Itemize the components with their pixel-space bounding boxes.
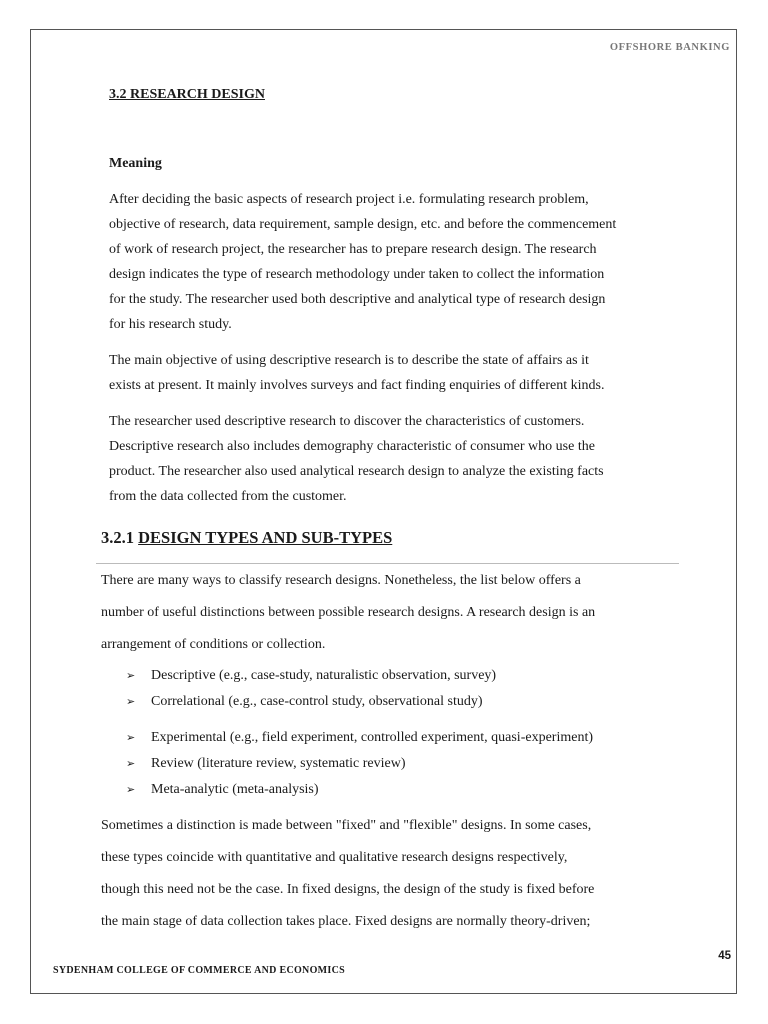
text-line: product. The researcher also used analytical research design to analyze the existing facts <box>109 464 604 479</box>
text-line: though this need not be the case. In fixed designs, the design of the study is fixed before <box>101 882 595 897</box>
text-line: of work of research project, the researcher has to prepare research design. The research <box>109 242 597 257</box>
arrow-bullet-icon: ➢ <box>126 783 136 796</box>
paragraph-intro <box>101 565 691 661</box>
running-header: OFFSHORE BANKING <box>609 42 730 53</box>
paragraph-descriptive-usage <box>109 409 689 509</box>
text-line: these types coincide with quantitative and qualitative research designs respectively, <box>101 850 568 865</box>
list-item-text: Review (literature review, systematic review) <box>151 756 406 771</box>
text-line: Sometimes a distinction is made between "fixed" and "flexible" designs. In some cases, <box>101 818 592 833</box>
text-line: from the data collected from the customer. <box>109 489 347 504</box>
text-line: The researcher used descriptive research to discover the characteristics of customers. <box>109 414 585 429</box>
list-item <box>126 668 496 684</box>
text-line: exists at present. It mainly involves surveys and fact finding enquiries of different kinds. <box>109 378 605 393</box>
page-number: 45 <box>718 950 731 962</box>
arrow-bullet-icon: ➢ <box>126 731 136 744</box>
arrow-bullet-icon: ➢ <box>126 695 136 708</box>
paragraph-descriptive-objective <box>109 348 689 398</box>
footer-institution: SYDENHAM COLLEGE OF COMMERCE AND ECONOMICS <box>53 965 345 976</box>
list-item <box>126 730 593 746</box>
meaning-heading: Meaning <box>109 156 162 171</box>
text-line: number of useful distinctions between possible research designs. A research design is an <box>101 605 596 620</box>
text-line: There are many ways to classify research designs. Nonetheless, the list below offers a <box>101 573 581 588</box>
text-line: The main objective of using descriptive research is to describe the state of affairs as it <box>109 353 589 368</box>
list-item <box>126 756 405 772</box>
subsection-title: DESIGN TYPES AND SUB-TYPES <box>138 528 393 547</box>
text-line: arrangement of conditions or collection. <box>101 637 326 652</box>
list-item-text: Experimental (e.g., field experiment, controlled experiment, quasi-experiment) <box>151 730 593 745</box>
text-line: After deciding the basic aspects of research project i.e. formulating research problem, <box>109 192 589 207</box>
subsection-number: 3.2.1 <box>101 528 134 547</box>
arrow-bullet-icon: ➢ <box>126 669 136 682</box>
list-item <box>126 694 483 710</box>
paragraph-meaning <box>109 187 689 337</box>
text-line: design indicates the type of research methodology under taken to collect the information <box>109 267 605 282</box>
list-item-text: Meta-analytic (meta-analysis) <box>151 782 319 797</box>
arrow-bullet-icon: ➢ <box>126 757 136 770</box>
text-line: for his research study. <box>109 317 232 332</box>
text-line: the main stage of data collection takes place. Fixed designs are normally theory-driven; <box>101 914 591 929</box>
heading-divider <box>96 563 679 564</box>
text-line: Descriptive research also includes demography characteristic of consumer who use the <box>109 439 595 454</box>
list-item-text: Correlational (e.g., case-control study, observational study) <box>151 694 483 709</box>
section-heading: 3.2 RESEARCH DESIGN <box>109 87 265 102</box>
text-line: for the study. The researcher used both descriptive and analytical type of research design <box>109 292 606 307</box>
subsection-heading <box>101 528 392 548</box>
text-line: objective of research, data requirement, sample design, etc. and before the commencement <box>109 217 617 232</box>
paragraph-fixed-flexible <box>101 810 691 938</box>
list-item <box>126 782 319 798</box>
list-item-text: Descriptive (e.g., case-study, naturalistic observation, survey) <box>151 668 497 683</box>
